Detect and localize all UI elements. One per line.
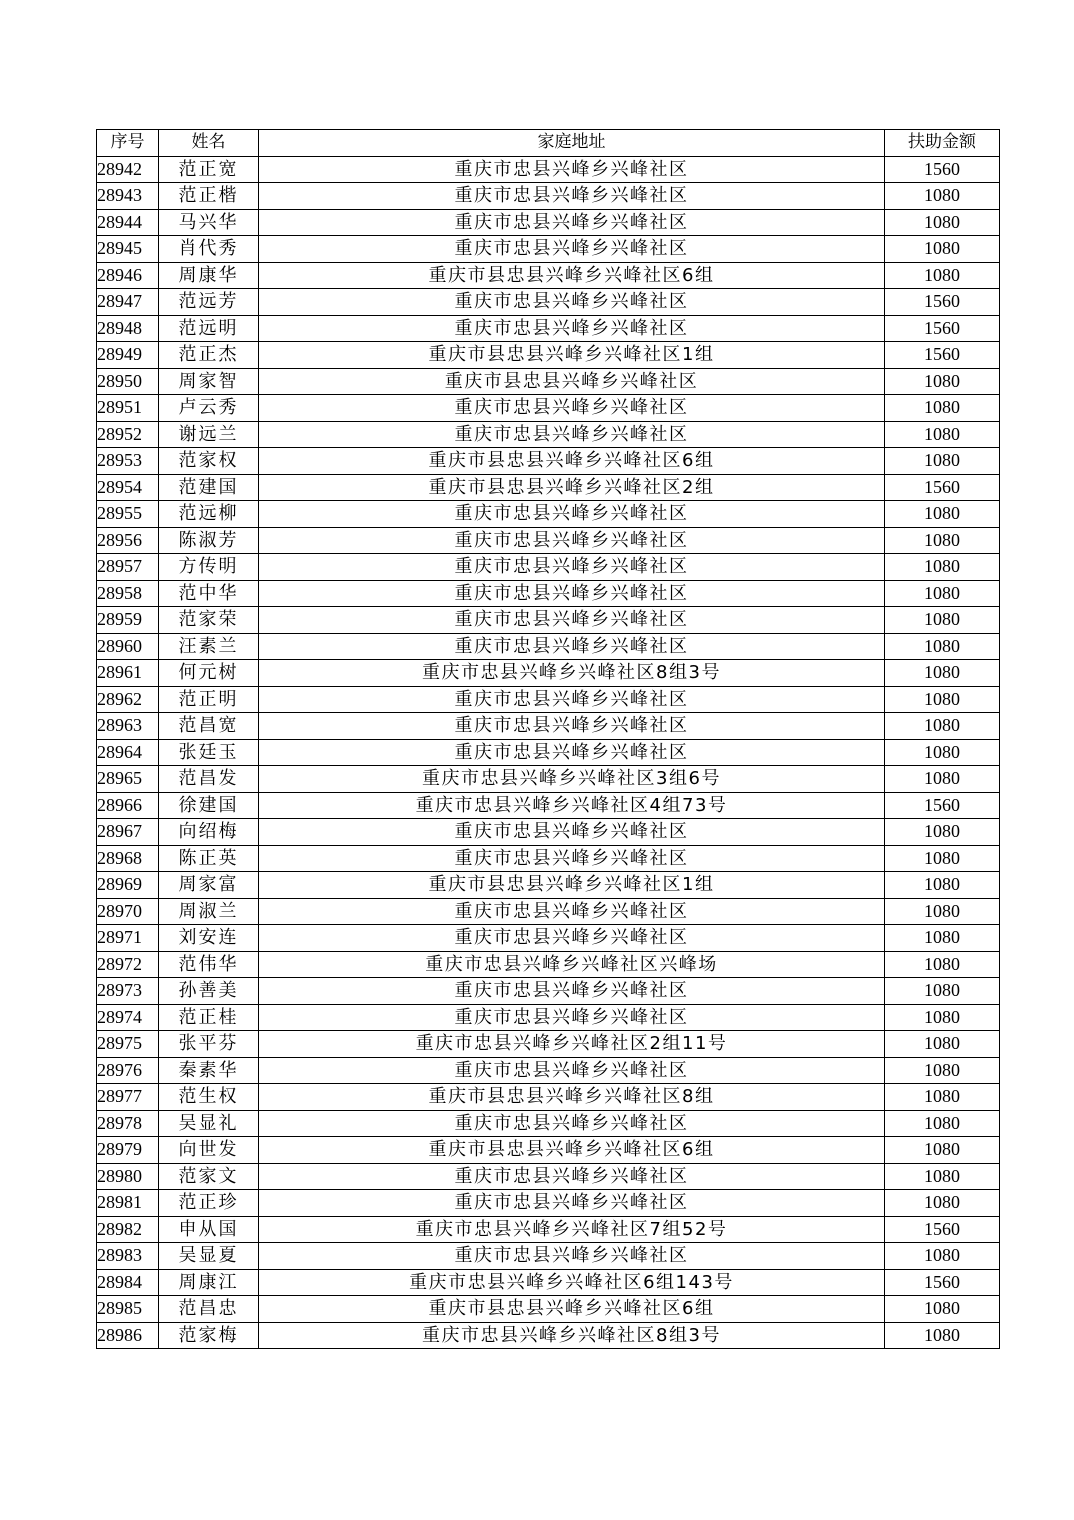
cell-address: 重庆市忠县兴峰乡兴峰社区 — [259, 739, 885, 766]
cell-address: 重庆市忠县兴峰乡兴峰社区6组143号 — [259, 1269, 885, 1296]
header-seq: 序号 — [97, 130, 159, 157]
cell-address: 重庆市忠县兴峰乡兴峰社区 — [259, 554, 885, 581]
cell-amount: 1080 — [885, 395, 1000, 422]
cell-address: 重庆市县忠县兴峰乡兴峰社区6组 — [259, 448, 885, 475]
table-row — [97, 236, 1000, 263]
cell-amount: 1080 — [885, 580, 1000, 607]
cell-name: 吴显夏 — [159, 1243, 259, 1270]
cell-amount: 1080 — [885, 607, 1000, 634]
table-row — [97, 872, 1000, 899]
cell-name: 范正明 — [159, 686, 259, 713]
cell-name: 吴显礼 — [159, 1110, 259, 1137]
table-row — [97, 951, 1000, 978]
cell-seq: 28970 — [97, 898, 159, 925]
cell-amount: 1080 — [885, 766, 1000, 793]
table-row — [97, 368, 1000, 395]
table-row — [97, 421, 1000, 448]
cell-seq: 28976 — [97, 1057, 159, 1084]
cell-address: 重庆市忠县兴峰乡兴峰社区3组6号 — [259, 766, 885, 793]
cell-seq: 28961 — [97, 660, 159, 687]
cell-amount: 1080 — [885, 686, 1000, 713]
cell-address: 重庆市县忠县兴峰乡兴峰社区6组 — [259, 262, 885, 289]
table-row — [97, 792, 1000, 819]
cell-name: 陈淑芳 — [159, 527, 259, 554]
cell-seq: 28984 — [97, 1269, 159, 1296]
cell-address: 重庆市忠县兴峰乡兴峰社区 — [259, 156, 885, 183]
cell-seq: 28982 — [97, 1216, 159, 1243]
cell-address: 重庆市忠县兴峰乡兴峰社区 — [259, 819, 885, 846]
cell-amount: 1080 — [885, 236, 1000, 263]
cell-seq: 28958 — [97, 580, 159, 607]
table-row — [97, 527, 1000, 554]
cell-name: 张廷玉 — [159, 739, 259, 766]
table-row — [97, 1190, 1000, 1217]
table-row — [97, 183, 1000, 210]
cell-amount: 1080 — [885, 845, 1000, 872]
cell-name: 马兴华 — [159, 209, 259, 236]
table-row — [97, 342, 1000, 369]
cell-address: 重庆市忠县兴峰乡兴峰社区7组52号 — [259, 1216, 885, 1243]
cell-address: 重庆市忠县兴峰乡兴峰社区 — [259, 501, 885, 528]
cell-address: 重庆市忠县兴峰乡兴峰社区 — [259, 421, 885, 448]
cell-amount: 1080 — [885, 1057, 1000, 1084]
cell-amount: 1080 — [885, 1137, 1000, 1164]
table-row — [97, 554, 1000, 581]
table-row — [97, 978, 1000, 1005]
cell-amount: 1080 — [885, 1084, 1000, 1111]
cell-name: 范正宽 — [159, 156, 259, 183]
cell-address: 重庆市忠县兴峰乡兴峰社区 — [259, 315, 885, 342]
cell-address: 重庆市忠县兴峰乡兴峰社区4组73号 — [259, 792, 885, 819]
table-row — [97, 1216, 1000, 1243]
cell-amount: 1080 — [885, 819, 1000, 846]
cell-name: 范远芳 — [159, 289, 259, 316]
cell-amount: 1080 — [885, 183, 1000, 210]
cell-amount: 1080 — [885, 209, 1000, 236]
cell-address: 重庆市忠县兴峰乡兴峰社区兴峰场 — [259, 951, 885, 978]
cell-seq: 28959 — [97, 607, 159, 634]
cell-amount: 1560 — [885, 1216, 1000, 1243]
cell-seq: 28981 — [97, 1190, 159, 1217]
table-body — [97, 156, 1000, 1349]
cell-address: 重庆市忠县兴峰乡兴峰社区 — [259, 1110, 885, 1137]
table-row — [97, 1322, 1000, 1349]
table-row — [97, 898, 1000, 925]
cell-amount: 1080 — [885, 1243, 1000, 1270]
table-row — [97, 739, 1000, 766]
cell-name: 何元树 — [159, 660, 259, 687]
cell-name: 范家文 — [159, 1163, 259, 1190]
cell-seq: 28944 — [97, 209, 159, 236]
header-name: 姓名 — [159, 130, 259, 157]
cell-address: 重庆市县忠县兴峰乡兴峰社区 — [259, 368, 885, 395]
cell-seq: 28951 — [97, 395, 159, 422]
table-row — [97, 1137, 1000, 1164]
cell-address: 重庆市忠县兴峰乡兴峰社区 — [259, 236, 885, 263]
cell-name: 范远柳 — [159, 501, 259, 528]
cell-seq: 28972 — [97, 951, 159, 978]
table-row — [97, 607, 1000, 634]
cell-amount: 1560 — [885, 289, 1000, 316]
cell-name: 范家权 — [159, 448, 259, 475]
cell-address: 重庆市忠县兴峰乡兴峰社区 — [259, 898, 885, 925]
subsidy-table — [96, 129, 1000, 1349]
cell-name: 卢云秀 — [159, 395, 259, 422]
cell-address: 重庆市忠县兴峰乡兴峰社区8组3号 — [259, 1322, 885, 1349]
table-row — [97, 686, 1000, 713]
cell-address: 重庆市忠县兴峰乡兴峰社区 — [259, 607, 885, 634]
cell-name: 向世发 — [159, 1137, 259, 1164]
cell-amount: 1080 — [885, 713, 1000, 740]
cell-name: 汪素兰 — [159, 633, 259, 660]
cell-name: 范昌发 — [159, 766, 259, 793]
cell-name: 范家荣 — [159, 607, 259, 634]
cell-seq: 28953 — [97, 448, 159, 475]
cell-address: 重庆市忠县兴峰乡兴峰社区 — [259, 686, 885, 713]
cell-amount: 1080 — [885, 739, 1000, 766]
cell-seq: 28977 — [97, 1084, 159, 1111]
cell-amount: 1080 — [885, 262, 1000, 289]
cell-amount: 1080 — [885, 448, 1000, 475]
cell-address: 重庆市忠县兴峰乡兴峰社区 — [259, 580, 885, 607]
cell-name: 徐建国 — [159, 792, 259, 819]
cell-seq: 28943 — [97, 183, 159, 210]
table-row — [97, 660, 1000, 687]
cell-seq: 28949 — [97, 342, 159, 369]
cell-address: 重庆市忠县兴峰乡兴峰社区 — [259, 183, 885, 210]
cell-name: 范家梅 — [159, 1322, 259, 1349]
cell-name: 周家富 — [159, 872, 259, 899]
cell-seq: 28983 — [97, 1243, 159, 1270]
cell-address: 重庆市县忠县兴峰乡兴峰社区6组 — [259, 1137, 885, 1164]
cell-name: 周家智 — [159, 368, 259, 395]
cell-seq: 28945 — [97, 236, 159, 263]
cell-name: 周淑兰 — [159, 898, 259, 925]
cell-name: 周康江 — [159, 1269, 259, 1296]
table-row — [97, 633, 1000, 660]
cell-address: 重庆市忠县兴峰乡兴峰社区 — [259, 527, 885, 554]
cell-address: 重庆市忠县兴峰乡兴峰社区8组3号 — [259, 660, 885, 687]
cell-name: 范远明 — [159, 315, 259, 342]
cell-seq: 28974 — [97, 1004, 159, 1031]
cell-seq: 28986 — [97, 1322, 159, 1349]
cell-amount: 1080 — [885, 1004, 1000, 1031]
cell-seq: 28946 — [97, 262, 159, 289]
cell-address: 重庆市县忠县兴峰乡兴峰社区8组 — [259, 1084, 885, 1111]
cell-amount: 1560 — [885, 474, 1000, 501]
cell-amount: 1080 — [885, 872, 1000, 899]
cell-amount: 1080 — [885, 951, 1000, 978]
table-row — [97, 1110, 1000, 1137]
cell-seq: 28947 — [97, 289, 159, 316]
cell-name: 范中华 — [159, 580, 259, 607]
cell-amount: 1080 — [885, 633, 1000, 660]
cell-seq: 28980 — [97, 1163, 159, 1190]
cell-name: 范正珍 — [159, 1190, 259, 1217]
cell-seq: 28956 — [97, 527, 159, 554]
header-address: 家庭地址 — [259, 130, 885, 157]
cell-address: 重庆市忠县兴峰乡兴峰社区 — [259, 713, 885, 740]
table-row — [97, 1004, 1000, 1031]
cell-address: 重庆市忠县兴峰乡兴峰社区 — [259, 1057, 885, 1084]
cell-name: 范正杰 — [159, 342, 259, 369]
cell-name: 范昌宽 — [159, 713, 259, 740]
table-row — [97, 1163, 1000, 1190]
cell-seq: 28985 — [97, 1296, 159, 1323]
cell-amount: 1560 — [885, 1269, 1000, 1296]
cell-name: 范建国 — [159, 474, 259, 501]
cell-seq: 28948 — [97, 315, 159, 342]
table-row — [97, 1031, 1000, 1058]
table-row — [97, 1243, 1000, 1270]
cell-name: 张平芬 — [159, 1031, 259, 1058]
cell-seq: 28952 — [97, 421, 159, 448]
cell-amount: 1080 — [885, 527, 1000, 554]
table-row — [97, 501, 1000, 528]
cell-address: 重庆市县忠县兴峰乡兴峰社区6组 — [259, 1296, 885, 1323]
cell-amount: 1080 — [885, 501, 1000, 528]
cell-amount: 1560 — [885, 315, 1000, 342]
cell-seq: 28975 — [97, 1031, 159, 1058]
cell-address: 重庆市忠县兴峰乡兴峰社区 — [259, 633, 885, 660]
cell-amount: 1080 — [885, 925, 1000, 952]
cell-seq: 28954 — [97, 474, 159, 501]
cell-seq: 28964 — [97, 739, 159, 766]
cell-amount: 1560 — [885, 342, 1000, 369]
table-row — [97, 448, 1000, 475]
cell-address: 重庆市忠县兴峰乡兴峰社区 — [259, 289, 885, 316]
cell-address: 重庆市忠县兴峰乡兴峰社区 — [259, 395, 885, 422]
cell-name: 秦素华 — [159, 1057, 259, 1084]
cell-address: 重庆市县忠县兴峰乡兴峰社区2组 — [259, 474, 885, 501]
cell-amount: 1560 — [885, 156, 1000, 183]
table-row — [97, 156, 1000, 183]
cell-seq: 28962 — [97, 686, 159, 713]
table-row — [97, 395, 1000, 422]
table-row — [97, 1269, 1000, 1296]
table-row — [97, 845, 1000, 872]
cell-address: 重庆市忠县兴峰乡兴峰社区 — [259, 1190, 885, 1217]
cell-name: 孙善美 — [159, 978, 259, 1005]
cell-address: 重庆市忠县兴峰乡兴峰社区 — [259, 845, 885, 872]
table-row — [97, 262, 1000, 289]
cell-amount: 1080 — [885, 554, 1000, 581]
cell-amount: 1560 — [885, 792, 1000, 819]
table-row — [97, 209, 1000, 236]
cell-seq: 28965 — [97, 766, 159, 793]
cell-seq: 28978 — [97, 1110, 159, 1137]
cell-seq: 28973 — [97, 978, 159, 1005]
cell-address: 重庆市忠县兴峰乡兴峰社区 — [259, 209, 885, 236]
table-row — [97, 819, 1000, 846]
table-row — [97, 580, 1000, 607]
table-row — [97, 1296, 1000, 1323]
cell-name: 周康华 — [159, 262, 259, 289]
cell-seq: 28955 — [97, 501, 159, 528]
cell-amount: 1080 — [885, 1322, 1000, 1349]
cell-amount: 1080 — [885, 421, 1000, 448]
cell-name: 范昌忠 — [159, 1296, 259, 1323]
cell-seq: 28967 — [97, 819, 159, 846]
cell-name: 肖代秀 — [159, 236, 259, 263]
cell-amount: 1080 — [885, 368, 1000, 395]
table-row — [97, 1084, 1000, 1111]
cell-seq: 28950 — [97, 368, 159, 395]
cell-name: 申从国 — [159, 1216, 259, 1243]
cell-name: 范生权 — [159, 1084, 259, 1111]
cell-name: 刘安连 — [159, 925, 259, 952]
cell-address: 重庆市忠县兴峰乡兴峰社区 — [259, 978, 885, 1005]
table-row — [97, 925, 1000, 952]
cell-amount: 1080 — [885, 1031, 1000, 1058]
cell-seq: 28966 — [97, 792, 159, 819]
cell-name: 谢远兰 — [159, 421, 259, 448]
cell-address: 重庆市忠县兴峰乡兴峰社区 — [259, 1004, 885, 1031]
cell-amount: 1080 — [885, 1296, 1000, 1323]
header-amount: 扶助金额 — [885, 130, 1000, 157]
cell-address: 重庆市县忠县兴峰乡兴峰社区1组 — [259, 342, 885, 369]
cell-name: 范正桂 — [159, 1004, 259, 1031]
cell-seq: 28979 — [97, 1137, 159, 1164]
cell-name: 范正楷 — [159, 183, 259, 210]
cell-amount: 1080 — [885, 898, 1000, 925]
cell-seq: 28957 — [97, 554, 159, 581]
cell-seq: 28960 — [97, 633, 159, 660]
cell-seq: 28971 — [97, 925, 159, 952]
table-row — [97, 289, 1000, 316]
cell-address: 重庆市忠县兴峰乡兴峰社区 — [259, 925, 885, 952]
cell-address: 重庆市忠县兴峰乡兴峰社区 — [259, 1163, 885, 1190]
cell-amount: 1080 — [885, 660, 1000, 687]
cell-seq: 28969 — [97, 872, 159, 899]
cell-name: 方传明 — [159, 554, 259, 581]
cell-name: 陈正英 — [159, 845, 259, 872]
cell-seq: 28968 — [97, 845, 159, 872]
table-row — [97, 766, 1000, 793]
table-row — [97, 315, 1000, 342]
cell-address: 重庆市县忠县兴峰乡兴峰社区1组 — [259, 872, 885, 899]
cell-seq: 28963 — [97, 713, 159, 740]
table-row — [97, 1057, 1000, 1084]
cell-seq: 28942 — [97, 156, 159, 183]
cell-amount: 1080 — [885, 1163, 1000, 1190]
cell-name: 向绍梅 — [159, 819, 259, 846]
cell-address: 重庆市忠县兴峰乡兴峰社区2组11号 — [259, 1031, 885, 1058]
cell-name: 范伟华 — [159, 951, 259, 978]
cell-address: 重庆市忠县兴峰乡兴峰社区 — [259, 1243, 885, 1270]
table-row — [97, 474, 1000, 501]
table-row — [97, 713, 1000, 740]
cell-amount: 1080 — [885, 1190, 1000, 1217]
header-row — [97, 130, 1000, 157]
cell-amount: 1080 — [885, 1110, 1000, 1137]
cell-amount: 1080 — [885, 978, 1000, 1005]
